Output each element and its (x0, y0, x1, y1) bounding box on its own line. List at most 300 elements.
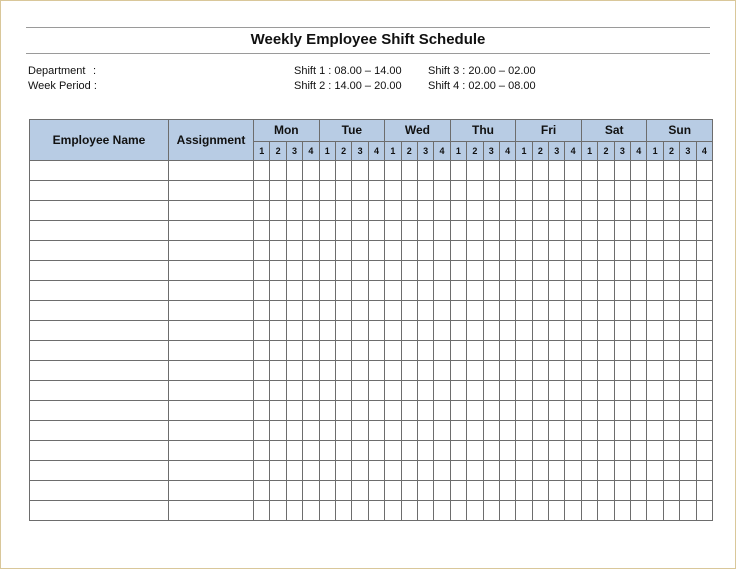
shift-cell-sun-3[interactable] (680, 281, 696, 301)
shift-cell-wed-3[interactable] (417, 181, 433, 201)
shift-cell-sat-1[interactable] (581, 281, 597, 301)
shift-cell-fri-3[interactable] (549, 441, 565, 461)
shift-cell-tue-3[interactable] (352, 421, 368, 441)
shift-cell-wed-2[interactable] (401, 481, 417, 501)
shift-cell-fri-2[interactable] (532, 281, 548, 301)
shift-cell-thu-3[interactable] (483, 441, 499, 461)
shift-cell-sun-4[interactable] (696, 421, 712, 441)
shift-cell-tue-4[interactable] (368, 321, 384, 341)
shift-cell-thu-2[interactable] (467, 181, 483, 201)
shift-cell-thu-4[interactable] (499, 501, 515, 521)
shift-cell-fri-1[interactable] (516, 341, 532, 361)
shift-cell-fri-3[interactable] (549, 221, 565, 241)
shift-cell-fri-3[interactable] (549, 241, 565, 261)
employee-name-cell[interactable] (30, 441, 169, 461)
shift-cell-sat-1[interactable] (581, 181, 597, 201)
shift-cell-tue-3[interactable] (352, 441, 368, 461)
shift-cell-tue-2[interactable] (335, 241, 351, 261)
shift-cell-fri-1[interactable] (516, 241, 532, 261)
shift-cell-sun-3[interactable] (680, 361, 696, 381)
shift-cell-sat-3[interactable] (614, 341, 630, 361)
shift-cell-sun-3[interactable] (680, 301, 696, 321)
shift-cell-thu-3[interactable] (483, 181, 499, 201)
shift-cell-tue-3[interactable] (352, 501, 368, 521)
shift-cell-thu-1[interactable] (450, 281, 466, 301)
shift-cell-thu-2[interactable] (467, 301, 483, 321)
shift-cell-sat-3[interactable] (614, 301, 630, 321)
shift-cell-sat-4[interactable] (631, 181, 647, 201)
employee-name-cell[interactable] (30, 501, 169, 521)
shift-cell-sun-3[interactable] (680, 421, 696, 441)
shift-cell-fri-1[interactable] (516, 361, 532, 381)
shift-cell-thu-2[interactable] (467, 221, 483, 241)
shift-cell-thu-4[interactable] (499, 361, 515, 381)
shift-cell-wed-4[interactable] (434, 241, 450, 261)
shift-cell-tue-4[interactable] (368, 441, 384, 461)
shift-cell-sat-4[interactable] (631, 201, 647, 221)
shift-cell-wed-2[interactable] (401, 161, 417, 181)
shift-cell-sun-3[interactable] (680, 321, 696, 341)
shift-cell-sat-2[interactable] (598, 421, 614, 441)
shift-cell-sun-4[interactable] (696, 401, 712, 421)
shift-cell-thu-4[interactable] (499, 461, 515, 481)
shift-cell-fri-4[interactable] (565, 361, 581, 381)
shift-cell-sun-3[interactable] (680, 181, 696, 201)
shift-cell-sun-1[interactable] (647, 241, 663, 261)
shift-cell-thu-2[interactable] (467, 341, 483, 361)
shift-cell-sun-3[interactable] (680, 441, 696, 461)
shift-cell-thu-4[interactable] (499, 281, 515, 301)
shift-cell-wed-4[interactable] (434, 421, 450, 441)
shift-cell-tue-2[interactable] (335, 421, 351, 441)
shift-cell-thu-1[interactable] (450, 341, 466, 361)
shift-cell-thu-4[interactable] (499, 341, 515, 361)
shift-cell-mon-3[interactable] (286, 381, 302, 401)
shift-cell-mon-2[interactable] (270, 181, 286, 201)
shift-cell-fri-4[interactable] (565, 201, 581, 221)
shift-cell-sun-3[interactable] (680, 241, 696, 261)
shift-cell-tue-2[interactable] (335, 461, 351, 481)
shift-cell-thu-3[interactable] (483, 221, 499, 241)
shift-cell-thu-1[interactable] (450, 201, 466, 221)
shift-cell-tue-4[interactable] (368, 161, 384, 181)
shift-cell-sun-4[interactable] (696, 461, 712, 481)
shift-cell-mon-4[interactable] (303, 321, 319, 341)
shift-cell-sat-1[interactable] (581, 221, 597, 241)
shift-cell-sun-2[interactable] (663, 281, 679, 301)
shift-cell-sun-2[interactable] (663, 421, 679, 441)
employee-name-cell[interactable] (30, 181, 169, 201)
shift-cell-wed-3[interactable] (417, 461, 433, 481)
shift-cell-thu-2[interactable] (467, 441, 483, 461)
shift-cell-sat-1[interactable] (581, 361, 597, 381)
shift-cell-fri-3[interactable] (549, 281, 565, 301)
shift-cell-mon-3[interactable] (286, 461, 302, 481)
shift-cell-sun-4[interactable] (696, 181, 712, 201)
employee-name-cell[interactable] (30, 401, 169, 421)
shift-cell-sun-2[interactable] (663, 481, 679, 501)
shift-cell-sun-3[interactable] (680, 401, 696, 421)
shift-cell-tue-1[interactable] (319, 401, 335, 421)
shift-cell-wed-4[interactable] (434, 321, 450, 341)
shift-cell-mon-4[interactable] (303, 181, 319, 201)
shift-cell-sat-2[interactable] (598, 461, 614, 481)
shift-cell-tue-4[interactable] (368, 401, 384, 421)
shift-cell-mon-4[interactable] (303, 361, 319, 381)
shift-cell-wed-3[interactable] (417, 161, 433, 181)
employee-name-cell[interactable] (30, 381, 169, 401)
shift-cell-fri-3[interactable] (549, 381, 565, 401)
assignment-cell[interactable] (169, 321, 254, 341)
shift-cell-wed-3[interactable] (417, 301, 433, 321)
shift-cell-sat-1[interactable] (581, 341, 597, 361)
shift-cell-sat-4[interactable] (631, 461, 647, 481)
shift-cell-fri-2[interactable] (532, 501, 548, 521)
shift-cell-thu-3[interactable] (483, 481, 499, 501)
shift-cell-fri-2[interactable] (532, 461, 548, 481)
shift-cell-thu-2[interactable] (467, 321, 483, 341)
shift-cell-sat-1[interactable] (581, 461, 597, 481)
shift-cell-tue-3[interactable] (352, 281, 368, 301)
shift-cell-tue-2[interactable] (335, 221, 351, 241)
shift-cell-wed-1[interactable] (385, 501, 401, 521)
shift-cell-wed-4[interactable] (434, 481, 450, 501)
shift-cell-fri-4[interactable] (565, 481, 581, 501)
shift-cell-mon-1[interactable] (254, 481, 270, 501)
shift-cell-thu-1[interactable] (450, 361, 466, 381)
shift-cell-sun-1[interactable] (647, 221, 663, 241)
employee-name-cell[interactable] (30, 361, 169, 381)
shift-cell-fri-4[interactable] (565, 341, 581, 361)
shift-cell-fri-3[interactable] (549, 201, 565, 221)
shift-cell-sat-3[interactable] (614, 421, 630, 441)
shift-cell-mon-3[interactable] (286, 421, 302, 441)
shift-cell-sat-3[interactable] (614, 221, 630, 241)
shift-cell-fri-1[interactable] (516, 421, 532, 441)
shift-cell-sat-3[interactable] (614, 241, 630, 261)
shift-cell-sun-2[interactable] (663, 381, 679, 401)
shift-cell-thu-2[interactable] (467, 501, 483, 521)
shift-cell-fri-3[interactable] (549, 161, 565, 181)
shift-cell-mon-1[interactable] (254, 501, 270, 521)
shift-cell-thu-3[interactable] (483, 501, 499, 521)
shift-cell-tue-4[interactable] (368, 181, 384, 201)
shift-cell-sun-4[interactable] (696, 361, 712, 381)
shift-cell-wed-1[interactable] (385, 401, 401, 421)
shift-cell-fri-1[interactable] (516, 501, 532, 521)
shift-cell-mon-2[interactable] (270, 161, 286, 181)
shift-cell-sun-1[interactable] (647, 321, 663, 341)
shift-cell-wed-3[interactable] (417, 341, 433, 361)
shift-cell-mon-4[interactable] (303, 201, 319, 221)
shift-cell-wed-1[interactable] (385, 381, 401, 401)
shift-cell-thu-3[interactable] (483, 361, 499, 381)
employee-name-cell[interactable] (30, 221, 169, 241)
shift-cell-mon-2[interactable] (270, 481, 286, 501)
assignment-cell[interactable] (169, 481, 254, 501)
shift-cell-tue-2[interactable] (335, 181, 351, 201)
shift-cell-sun-1[interactable] (647, 381, 663, 401)
shift-cell-tue-1[interactable] (319, 201, 335, 221)
shift-cell-sun-1[interactable] (647, 501, 663, 521)
shift-cell-fri-3[interactable] (549, 421, 565, 441)
assignment-cell[interactable] (169, 441, 254, 461)
shift-cell-mon-2[interactable] (270, 441, 286, 461)
shift-cell-mon-3[interactable] (286, 361, 302, 381)
shift-cell-tue-1[interactable] (319, 441, 335, 461)
shift-cell-mon-2[interactable] (270, 221, 286, 241)
shift-cell-sun-4[interactable] (696, 201, 712, 221)
assignment-cell[interactable] (169, 161, 254, 181)
shift-cell-tue-4[interactable] (368, 461, 384, 481)
shift-cell-sun-2[interactable] (663, 341, 679, 361)
shift-cell-fri-3[interactable] (549, 461, 565, 481)
assignment-cell[interactable] (169, 341, 254, 361)
shift-cell-sun-1[interactable] (647, 481, 663, 501)
shift-cell-fri-2[interactable] (532, 341, 548, 361)
shift-cell-wed-1[interactable] (385, 341, 401, 361)
shift-cell-sat-3[interactable] (614, 441, 630, 461)
shift-cell-fri-1[interactable] (516, 461, 532, 481)
shift-cell-fri-2[interactable] (532, 301, 548, 321)
shift-cell-tue-2[interactable] (335, 441, 351, 461)
shift-cell-fri-1[interactable] (516, 201, 532, 221)
shift-cell-sun-2[interactable] (663, 441, 679, 461)
shift-cell-tue-2[interactable] (335, 361, 351, 381)
assignment-cell[interactable] (169, 301, 254, 321)
shift-cell-sat-4[interactable] (631, 221, 647, 241)
shift-cell-sat-1[interactable] (581, 501, 597, 521)
shift-cell-sat-2[interactable] (598, 281, 614, 301)
shift-cell-fri-2[interactable] (532, 181, 548, 201)
shift-cell-thu-2[interactable] (467, 241, 483, 261)
shift-cell-tue-3[interactable] (352, 361, 368, 381)
shift-cell-tue-2[interactable] (335, 261, 351, 281)
shift-cell-fri-1[interactable] (516, 381, 532, 401)
shift-cell-thu-1[interactable] (450, 441, 466, 461)
shift-cell-sun-2[interactable] (663, 361, 679, 381)
shift-cell-sun-3[interactable] (680, 481, 696, 501)
shift-cell-tue-2[interactable] (335, 481, 351, 501)
shift-cell-sun-2[interactable] (663, 261, 679, 281)
shift-cell-fri-2[interactable] (532, 401, 548, 421)
shift-cell-mon-1[interactable] (254, 361, 270, 381)
assignment-cell[interactable] (169, 241, 254, 261)
shift-cell-mon-1[interactable] (254, 161, 270, 181)
shift-cell-tue-4[interactable] (368, 221, 384, 241)
shift-cell-fri-2[interactable] (532, 201, 548, 221)
shift-cell-tue-1[interactable] (319, 321, 335, 341)
shift-cell-fri-1[interactable] (516, 261, 532, 281)
shift-cell-fri-4[interactable] (565, 441, 581, 461)
shift-cell-thu-4[interactable] (499, 181, 515, 201)
shift-cell-sun-2[interactable] (663, 161, 679, 181)
shift-cell-wed-1[interactable] (385, 241, 401, 261)
shift-cell-tue-2[interactable] (335, 281, 351, 301)
shift-cell-wed-1[interactable] (385, 221, 401, 241)
shift-cell-sun-1[interactable] (647, 441, 663, 461)
shift-cell-sat-4[interactable] (631, 281, 647, 301)
shift-cell-sat-2[interactable] (598, 361, 614, 381)
shift-cell-wed-2[interactable] (401, 281, 417, 301)
shift-cell-tue-3[interactable] (352, 461, 368, 481)
shift-cell-fri-1[interactable] (516, 481, 532, 501)
shift-cell-mon-4[interactable] (303, 221, 319, 241)
shift-cell-sun-4[interactable] (696, 261, 712, 281)
shift-cell-tue-3[interactable] (352, 241, 368, 261)
shift-cell-mon-4[interactable] (303, 161, 319, 181)
shift-cell-thu-3[interactable] (483, 421, 499, 441)
shift-cell-thu-4[interactable] (499, 161, 515, 181)
shift-cell-thu-4[interactable] (499, 421, 515, 441)
shift-cell-wed-2[interactable] (401, 241, 417, 261)
shift-cell-wed-1[interactable] (385, 281, 401, 301)
shift-cell-fri-3[interactable] (549, 481, 565, 501)
shift-cell-sat-1[interactable] (581, 481, 597, 501)
shift-cell-mon-2[interactable] (270, 321, 286, 341)
shift-cell-fri-1[interactable] (516, 301, 532, 321)
shift-cell-fri-2[interactable] (532, 221, 548, 241)
shift-cell-tue-2[interactable] (335, 161, 351, 181)
assignment-cell[interactable] (169, 281, 254, 301)
shift-cell-wed-3[interactable] (417, 441, 433, 461)
shift-cell-tue-1[interactable] (319, 381, 335, 401)
shift-cell-sun-1[interactable] (647, 181, 663, 201)
shift-cell-fri-3[interactable] (549, 401, 565, 421)
shift-cell-sat-2[interactable] (598, 261, 614, 281)
shift-cell-fri-2[interactable] (532, 361, 548, 381)
shift-cell-sun-1[interactable] (647, 461, 663, 481)
shift-cell-wed-2[interactable] (401, 361, 417, 381)
shift-cell-wed-1[interactable] (385, 361, 401, 381)
assignment-cell[interactable] (169, 361, 254, 381)
employee-name-cell[interactable] (30, 201, 169, 221)
shift-cell-wed-2[interactable] (401, 201, 417, 221)
shift-cell-mon-4[interactable] (303, 241, 319, 261)
shift-cell-sun-1[interactable] (647, 161, 663, 181)
shift-cell-sun-2[interactable] (663, 501, 679, 521)
shift-cell-sat-2[interactable] (598, 201, 614, 221)
shift-cell-wed-4[interactable] (434, 261, 450, 281)
shift-cell-mon-3[interactable] (286, 221, 302, 241)
shift-cell-sat-4[interactable] (631, 421, 647, 441)
shift-cell-tue-3[interactable] (352, 341, 368, 361)
shift-cell-tue-2[interactable] (335, 501, 351, 521)
employee-name-cell[interactable] (30, 321, 169, 341)
shift-cell-mon-4[interactable] (303, 381, 319, 401)
shift-cell-fri-4[interactable] (565, 501, 581, 521)
shift-cell-thu-3[interactable] (483, 341, 499, 361)
shift-cell-sat-4[interactable] (631, 261, 647, 281)
shift-cell-wed-2[interactable] (401, 221, 417, 241)
shift-cell-thu-4[interactable] (499, 401, 515, 421)
shift-cell-sat-3[interactable] (614, 181, 630, 201)
shift-cell-mon-2[interactable] (270, 261, 286, 281)
shift-cell-mon-4[interactable] (303, 301, 319, 321)
shift-cell-tue-1[interactable] (319, 181, 335, 201)
shift-cell-sat-2[interactable] (598, 501, 614, 521)
shift-cell-sat-4[interactable] (631, 501, 647, 521)
shift-cell-thu-1[interactable] (450, 221, 466, 241)
shift-cell-wed-1[interactable] (385, 441, 401, 461)
shift-cell-fri-1[interactable] (516, 221, 532, 241)
shift-cell-fri-4[interactable] (565, 181, 581, 201)
shift-cell-wed-3[interactable] (417, 481, 433, 501)
shift-cell-thu-2[interactable] (467, 421, 483, 441)
shift-cell-wed-3[interactable] (417, 361, 433, 381)
shift-cell-sun-4[interactable] (696, 161, 712, 181)
shift-cell-sat-2[interactable] (598, 161, 614, 181)
shift-cell-wed-1[interactable] (385, 461, 401, 481)
shift-cell-mon-1[interactable] (254, 401, 270, 421)
shift-cell-wed-2[interactable] (401, 301, 417, 321)
shift-cell-thu-1[interactable] (450, 461, 466, 481)
shift-cell-fri-3[interactable] (549, 321, 565, 341)
shift-cell-tue-4[interactable] (368, 241, 384, 261)
shift-cell-tue-3[interactable] (352, 161, 368, 181)
employee-name-cell[interactable] (30, 261, 169, 281)
shift-cell-sun-1[interactable] (647, 421, 663, 441)
shift-cell-sun-4[interactable] (696, 301, 712, 321)
shift-cell-tue-2[interactable] (335, 341, 351, 361)
shift-cell-fri-2[interactable] (532, 481, 548, 501)
shift-cell-sun-3[interactable] (680, 501, 696, 521)
shift-cell-fri-3[interactable] (549, 501, 565, 521)
shift-cell-tue-1[interactable] (319, 301, 335, 321)
shift-cell-mon-1[interactable] (254, 261, 270, 281)
shift-cell-wed-2[interactable] (401, 501, 417, 521)
shift-cell-sat-1[interactable] (581, 401, 597, 421)
shift-cell-sat-4[interactable] (631, 241, 647, 261)
shift-cell-thu-3[interactable] (483, 461, 499, 481)
shift-cell-wed-1[interactable] (385, 301, 401, 321)
shift-cell-mon-4[interactable] (303, 461, 319, 481)
shift-cell-thu-2[interactable] (467, 161, 483, 181)
shift-cell-tue-1[interactable] (319, 161, 335, 181)
shift-cell-wed-3[interactable] (417, 281, 433, 301)
assignment-cell[interactable] (169, 181, 254, 201)
shift-cell-tue-1[interactable] (319, 361, 335, 381)
shift-cell-fri-4[interactable] (565, 241, 581, 261)
shift-cell-tue-1[interactable] (319, 261, 335, 281)
shift-cell-sun-1[interactable] (647, 341, 663, 361)
shift-cell-fri-3[interactable] (549, 361, 565, 381)
assignment-cell[interactable] (169, 261, 254, 281)
shift-cell-sun-4[interactable] (696, 481, 712, 501)
shift-cell-thu-3[interactable] (483, 301, 499, 321)
shift-cell-fri-4[interactable] (565, 221, 581, 241)
shift-cell-wed-3[interactable] (417, 381, 433, 401)
shift-cell-fri-3[interactable] (549, 261, 565, 281)
employee-name-cell[interactable] (30, 281, 169, 301)
shift-cell-sat-2[interactable] (598, 221, 614, 241)
shift-cell-tue-4[interactable] (368, 421, 384, 441)
shift-cell-wed-3[interactable] (417, 241, 433, 261)
shift-cell-fri-4[interactable] (565, 461, 581, 481)
shift-cell-thu-1[interactable] (450, 401, 466, 421)
shift-cell-sun-2[interactable] (663, 181, 679, 201)
shift-cell-sun-3[interactable] (680, 461, 696, 481)
shift-cell-thu-3[interactable] (483, 241, 499, 261)
shift-cell-tue-2[interactable] (335, 381, 351, 401)
shift-cell-mon-3[interactable] (286, 181, 302, 201)
shift-cell-wed-4[interactable] (434, 341, 450, 361)
shift-cell-tue-4[interactable] (368, 261, 384, 281)
shift-cell-sat-4[interactable] (631, 161, 647, 181)
shift-cell-sun-2[interactable] (663, 201, 679, 221)
shift-cell-mon-4[interactable] (303, 421, 319, 441)
shift-cell-mon-2[interactable] (270, 201, 286, 221)
